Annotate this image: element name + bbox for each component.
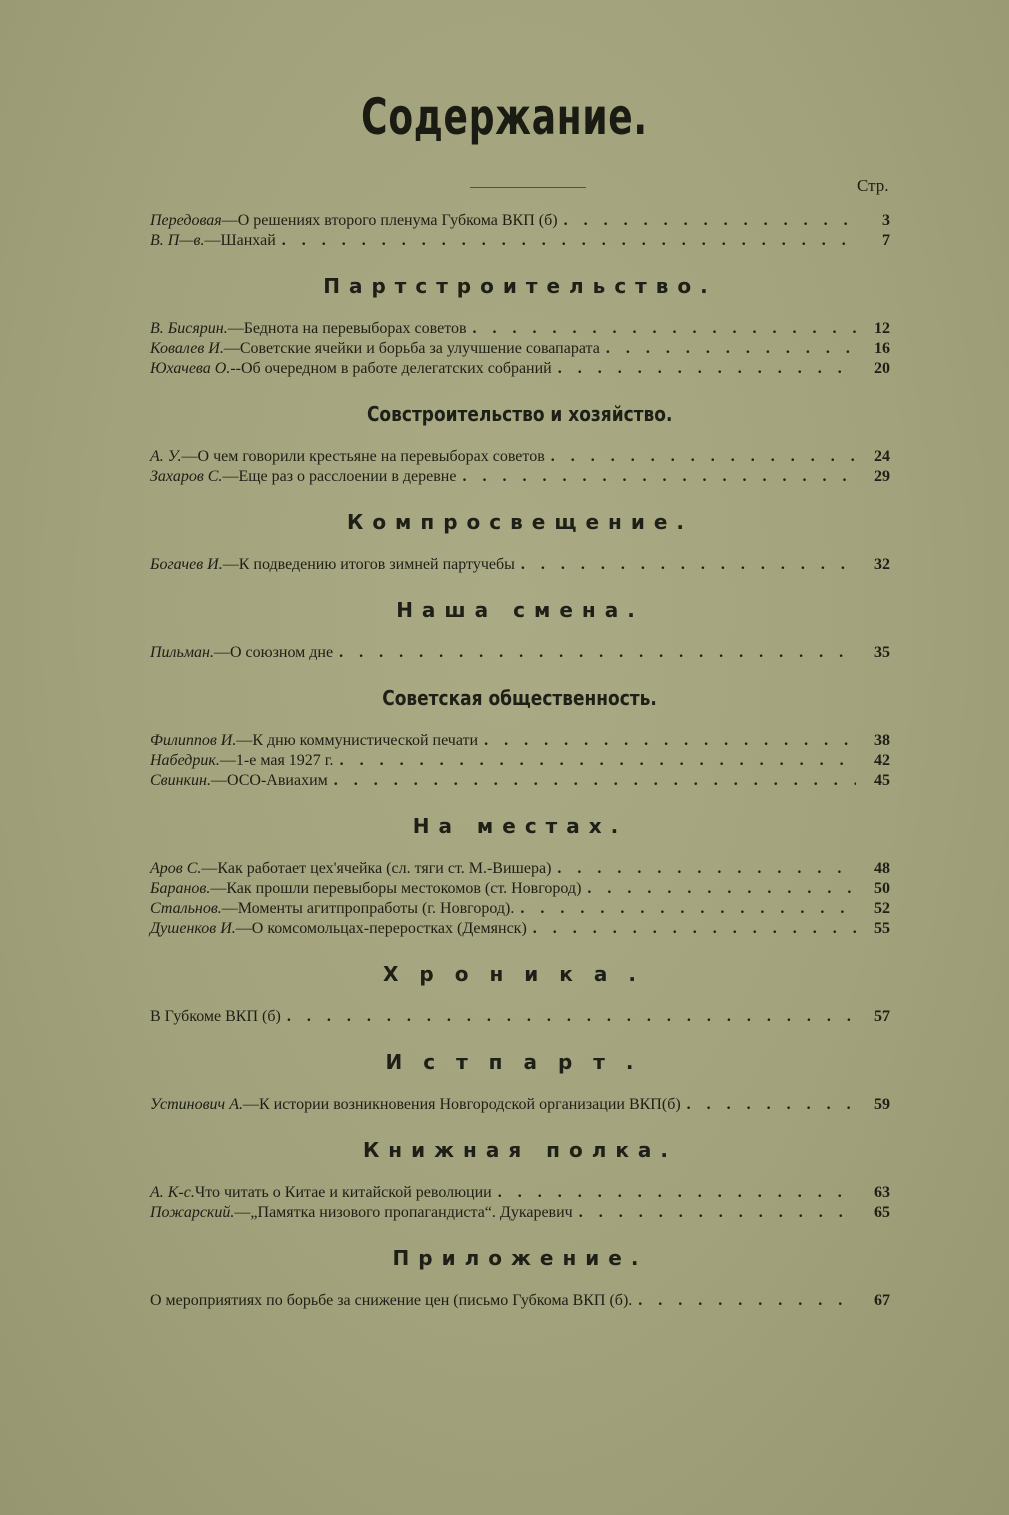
entry-author: Пильман.	[150, 644, 214, 661]
entry-sep: —	[204, 232, 221, 249]
entry-author: Аров С.	[150, 860, 202, 877]
toc-entry	[150, 751, 890, 771]
entry-sep: —	[234, 1204, 251, 1221]
entry-sep: —	[223, 340, 240, 357]
entry-page: 38	[874, 732, 890, 749]
dot-leader	[587, 879, 856, 899]
entry-title: Что читать о Китае и китайской революции	[194, 1184, 492, 1201]
toc-entry	[150, 467, 890, 487]
entry-page: 24	[874, 448, 890, 465]
dot-leader	[606, 339, 856, 359]
toc-entry	[150, 859, 890, 879]
dot-leader	[557, 859, 856, 879]
dot-leader	[520, 899, 856, 919]
entry-sep: —	[213, 644, 230, 661]
toc-entry	[150, 1291, 890, 1311]
entry-title: Как прошли перевыборы местокомов (ст. Новгород)	[226, 880, 582, 897]
dot-leader	[473, 319, 856, 339]
entry-page: 45	[874, 772, 890, 789]
entry-title: Беднота на перевыборах советов	[243, 320, 467, 337]
entry-page: 3	[882, 212, 890, 229]
entry-author: А. У.	[150, 448, 182, 465]
entry-sep: —	[219, 752, 236, 769]
toc-entry	[150, 1007, 890, 1027]
page-title: Содержание.	[361, 88, 648, 146]
toc-entry	[150, 339, 890, 359]
dot-leader	[287, 1007, 856, 1027]
toc-entry	[150, 447, 890, 467]
section-heading-partstroitelstvo: Партстроительство.	[323, 274, 717, 298]
entry-author: В. Бисярин.	[150, 320, 228, 337]
entry-sep: —	[222, 556, 239, 573]
toc-entries	[150, 211, 890, 1311]
entry-author: Свинкин.	[150, 772, 211, 789]
entry-title: Шанхай	[220, 232, 276, 249]
entry-page: 63	[874, 1184, 890, 1201]
dot-leader	[551, 447, 856, 467]
entry-page: 55	[874, 920, 890, 937]
entry-sep: --	[230, 360, 241, 377]
toc-entry	[150, 319, 890, 339]
toc-entry	[150, 211, 890, 231]
toc-entry	[150, 1095, 890, 1115]
entry-page: 35	[874, 644, 890, 661]
entry-title: О решениях второго пленума Губкома ВКП (б)	[237, 212, 558, 229]
dot-leader	[498, 1183, 856, 1203]
toc-entry	[150, 643, 890, 663]
entry-author: Ковалев И.	[150, 340, 224, 357]
entry-author: Передовая	[150, 212, 222, 229]
entry-sep: —	[221, 900, 238, 917]
entry-author: Филиппов И.	[150, 732, 237, 749]
entry-page: 50	[874, 880, 890, 897]
entry-title: К истории возникновения Новгородской организации ВКП(б)	[258, 1096, 681, 1113]
entry-sep: —	[201, 860, 218, 877]
section-heading-sovstroitelstvo	[150, 401, 890, 427]
entry-page: 20	[874, 360, 890, 377]
dot-leader	[521, 555, 856, 575]
entry-page: 59	[874, 1096, 890, 1113]
entry-sep: —	[236, 732, 253, 749]
section-heading-sovetskaya-obshchestvennost	[150, 685, 890, 711]
section-heading-text: Советская общественность.	[382, 686, 658, 710]
toc-entry	[150, 919, 890, 939]
entry-page: 7	[882, 232, 890, 249]
section-heading-istpart: Истпарт.	[385, 1050, 655, 1074]
entry-author: А. К-с.	[150, 1184, 195, 1201]
dot-leader	[638, 1291, 856, 1311]
entry-author: Юхачева О.	[150, 360, 231, 377]
section-heading-prilozhenie: Приложение.	[392, 1246, 648, 1270]
entry-sep: —	[210, 772, 227, 789]
entry-sep: —	[210, 880, 227, 897]
entry-page: 29	[874, 468, 890, 485]
entry-author: Богачев И.	[150, 556, 223, 573]
entry-title: О комсомольцах-переростках (Демянск)	[251, 920, 527, 937]
entry-page: 57	[874, 1008, 890, 1025]
entry-title: „Памятка низового пропагандиста“. Дукаревич	[250, 1204, 573, 1221]
toc-entry	[150, 359, 890, 379]
entry-page: 65	[874, 1204, 890, 1221]
toc-entry	[150, 555, 890, 575]
dot-leader	[564, 211, 856, 231]
section-heading-khronika: Хроника.	[383, 962, 657, 986]
dot-leader	[687, 1095, 856, 1115]
toc-entry	[150, 899, 890, 919]
entry-sep: —	[222, 468, 239, 485]
entry-sep: —	[242, 1096, 259, 1113]
entry-title: 1-е мая 1927 г.	[235, 752, 334, 769]
entry-page: 12	[874, 320, 890, 337]
entry-sep: —	[227, 320, 244, 337]
entry-author: Стальнов.	[150, 900, 222, 917]
entry-author: В. П—в.	[150, 232, 205, 249]
entry-page: 42	[874, 752, 890, 769]
entry-title: К дню коммунистической печати	[252, 732, 479, 749]
entry-author: Набедрик.	[150, 752, 220, 769]
entry-title: Еще раз о расслоении в деревне	[238, 468, 457, 485]
entry-title: К подведению итогов зимней партучебы	[238, 556, 515, 573]
toc-entry	[150, 1203, 890, 1223]
dot-leader	[533, 919, 856, 939]
section-heading-na-mestakh: На местах.	[412, 814, 628, 838]
entry-title: О союзном дне	[229, 644, 334, 661]
entry-page: 16	[874, 340, 890, 357]
entry-title: О чем говорили крестьяне на перевыборах советов	[197, 448, 545, 465]
entry-title: Советские ячейки и борьба за улучшение совапарата	[239, 340, 600, 357]
entry-author: Баранов.	[150, 880, 211, 897]
entry-title: Моменты агитпропработы (г. Новгород).	[237, 900, 515, 917]
entry-author: Душенков И.	[150, 920, 236, 937]
dot-leader	[462, 467, 856, 487]
entry-sep: —	[235, 920, 252, 937]
entry-page: 48	[874, 860, 890, 877]
page-column-header: Стр.	[857, 176, 889, 195]
toc-entry	[150, 231, 890, 251]
entry-title: В Губкоме ВКП (б)	[150, 1008, 281, 1025]
toc-entry	[150, 879, 890, 899]
entry-page: 32	[874, 556, 890, 573]
dot-leader	[334, 771, 856, 791]
entry-author: Захаров С.	[150, 468, 223, 485]
section-heading-komprosveshchenie: Компросвещение.	[346, 510, 694, 534]
toc-entry	[150, 1183, 890, 1203]
section-heading-text: Совстроительство и хозяйство.	[367, 402, 673, 426]
entry-title: Как работает цех'ячейка (сл. тяги ст. М.-Вишера)	[217, 860, 552, 877]
entry-sep: —	[181, 448, 198, 465]
dot-leader	[282, 231, 856, 251]
intro-group	[150, 211, 890, 251]
toc-entry	[150, 731, 890, 751]
entry-title: О мероприятиях по борьбе за снижение цен (письмо Губкома ВКП (б).	[150, 1292, 633, 1309]
dot-leader	[340, 751, 856, 771]
section-heading-knizhnaya-polka: Книжная полка.	[362, 1138, 678, 1162]
entry-title: ОСО-Авиахим	[226, 772, 328, 789]
section-heading-nasha-smena: Наша смена.	[396, 598, 644, 622]
toc-entry	[150, 771, 890, 791]
dot-leader	[558, 359, 856, 379]
dot-leader	[484, 731, 856, 751]
entry-author: Устинович А.	[150, 1096, 243, 1113]
entry-page: 67	[874, 1292, 890, 1309]
entry-sep: —	[221, 212, 238, 229]
dot-leader	[339, 643, 856, 663]
dot-leader	[579, 1203, 856, 1223]
entry-title: Об очередном в работе делегатских собраний	[240, 360, 552, 377]
entry-page: 52	[874, 900, 890, 917]
entry-author: Пожарский.	[150, 1204, 235, 1221]
title-rule	[470, 187, 586, 188]
